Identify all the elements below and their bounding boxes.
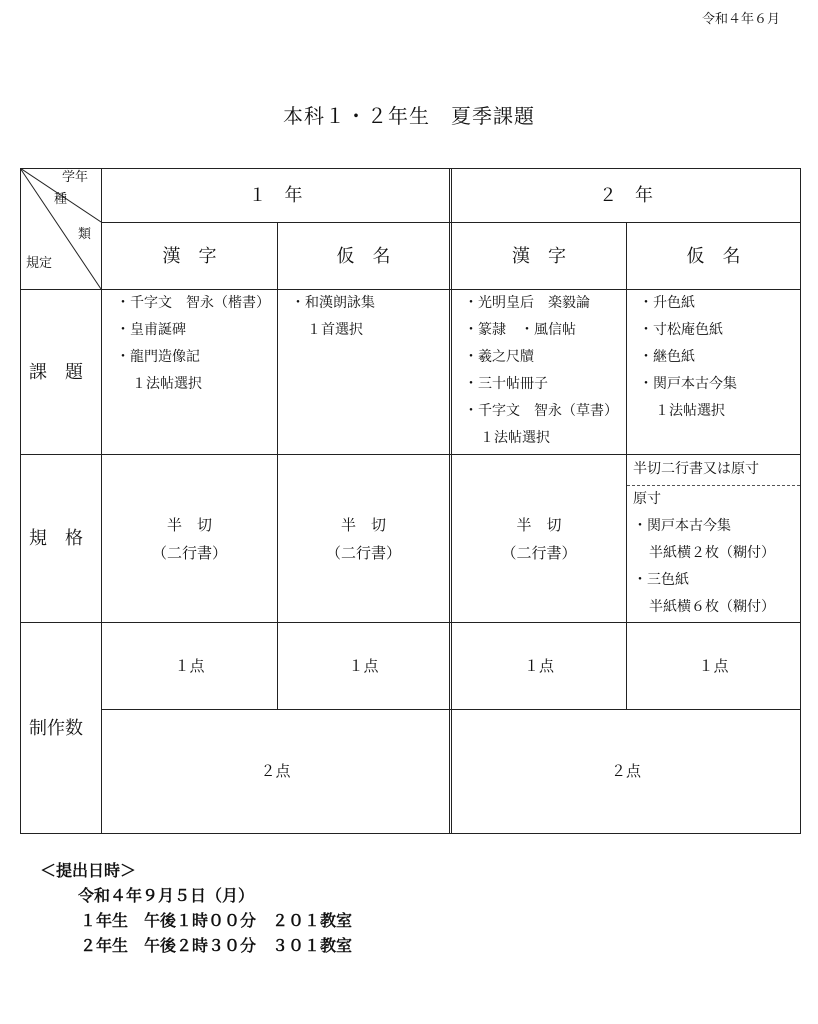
seisaku-y1-kanji: １点 xyxy=(174,656,205,675)
table-border-right xyxy=(800,168,801,834)
kikaku-y1-kana xyxy=(278,455,449,622)
list-item: ・篆隷 ・風信帖 xyxy=(464,322,576,338)
kadai-y1-kana xyxy=(281,290,449,344)
list-item: １法帖選択 xyxy=(655,403,725,419)
row-header-kadai: 課 題 xyxy=(29,361,83,383)
document-date: 令和４年６月 xyxy=(701,12,780,27)
list-item: ・羲之尺牘 xyxy=(464,349,534,365)
document-title: 本科１・２年生 夏季課題 xyxy=(283,104,535,128)
list-item: ・升色紙 xyxy=(639,295,695,311)
list-item: １法帖選択 xyxy=(132,376,202,392)
list-item: ・光明皇后 楽毅論 xyxy=(464,295,590,311)
year-2-header: ２ 年 xyxy=(599,185,653,206)
kikaku-y2-kana xyxy=(625,486,800,621)
row-header-kikaku: 規 格 xyxy=(29,528,83,549)
list-item: ・関戸本古今集 xyxy=(639,376,737,392)
list-item: ・寸松庵色紙 xyxy=(639,322,723,338)
kadai-y2-kana xyxy=(629,290,800,425)
list-item: ・継色紙 xyxy=(639,349,695,365)
corner-label-rule: 規定 xyxy=(26,256,53,271)
table-border-bottom xyxy=(20,833,801,834)
kikaku-y1-kanji xyxy=(102,455,277,622)
submission-info xyxy=(40,858,352,958)
y1-kana-header: 仮 名 xyxy=(336,245,391,267)
submission-heading: ＜提出日時＞ xyxy=(40,861,137,880)
list-item: ・千字文 智永（楷書） xyxy=(116,295,270,311)
kikaku-format: （二行書） xyxy=(325,543,401,562)
kikaku-size: 半 切 xyxy=(340,515,386,534)
seisaku-y1-total: ２点 xyxy=(260,762,291,780)
kikaku-size: 半 切 xyxy=(166,515,212,534)
y2-kanji-header: 漢 字 xyxy=(512,245,566,267)
corner-label-type-1: 種 xyxy=(54,192,68,207)
list-item: ・関戸本古今集 xyxy=(633,518,731,534)
list-item: ・三十帖冊子 xyxy=(464,376,548,392)
submission-date: 令和４年９月５日（月） xyxy=(78,886,255,905)
submission-year2: ２年生 午後２時３０分 ３０１教室 xyxy=(80,936,353,955)
row-header-seisaku: 制作数 xyxy=(29,717,83,739)
y2-kana-header: 仮 名 xyxy=(686,245,741,267)
corner-label-type-2: 類 xyxy=(78,227,92,242)
year-1-header: １ 年 xyxy=(248,185,303,206)
list-item: ・千字文 智永（草書） xyxy=(464,403,618,419)
kikaku-size: 半 切 xyxy=(516,515,562,534)
seisaku-y2-kana: １点 xyxy=(698,656,729,675)
list-item: ・龍門造像記 xyxy=(116,349,200,365)
kikaku-format: （二行書） xyxy=(501,543,577,562)
list-item: 半紙横２枚（糊付） xyxy=(649,545,775,561)
y1-kanji-header: 漢 字 xyxy=(162,245,217,267)
list-item: ・皇甫誕碑 xyxy=(116,322,186,338)
list-item: ・三色紙 xyxy=(633,572,689,588)
list-item: 半紙横６枚（糊付） xyxy=(649,599,775,615)
submission-year1: １年生 午後１時００分 ２０１教室 xyxy=(80,911,353,930)
seisaku-y1-kana: １点 xyxy=(348,656,379,675)
kikaku-format: （二行書） xyxy=(151,543,227,562)
kadai-y1-kanji xyxy=(106,290,277,398)
kikaku-y2-kanji xyxy=(452,455,626,622)
list-item: １法帖選択 xyxy=(480,430,550,446)
seisaku-y2-total: ２点 xyxy=(610,762,641,780)
list-item: ・和漢朗詠集 xyxy=(291,295,375,311)
kadai-y2-kanji xyxy=(454,290,626,452)
list-item: １首選択 xyxy=(307,322,363,338)
corner-label-grade: 学年 xyxy=(62,170,89,185)
kikaku-y2-kana-option: 半切二行書又は原寸 xyxy=(633,461,759,477)
seisaku-y2-kanji: １点 xyxy=(523,656,554,675)
list-item: 原寸 xyxy=(633,491,661,507)
